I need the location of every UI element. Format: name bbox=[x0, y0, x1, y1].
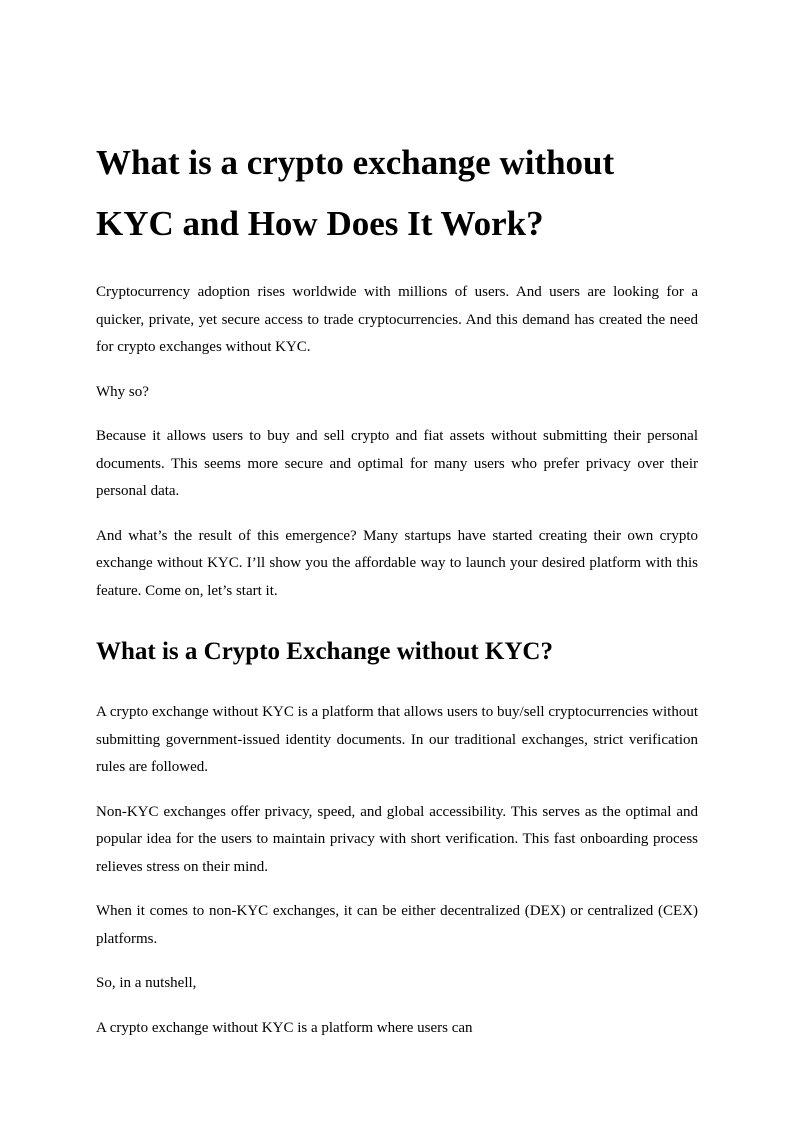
section-paragraph-4: So, in a nutshell, bbox=[96, 975, 197, 991]
section-header bbox=[96, 635, 698, 669]
intro-paragraph-3: Because it allows users to buy and sell crypto and fiat assets without submitting their personal documents. This seems more secure and optimal for many users who prefer privacy over their personal data. bbox=[96, 428, 698, 499]
section-paragraph-3: When it comes to non-KYC exchanges, it can be either decentralized (DEX) or centralized (CEX) platforms. bbox=[96, 903, 698, 947]
section-heading: What is a Crypto Exchange without KYC? bbox=[96, 638, 553, 665]
intro-paragraph-2: Why so? bbox=[96, 383, 149, 400]
section-paragraph-1: A crypto exchange without KYC is a platform that allows users to buy/sell cryptocurrencies without submitting government-issued identity documents. In our traditional exchanges, strict verification rules are followed. bbox=[96, 704, 698, 775]
document-page bbox=[96, 132, 698, 1042]
section-paragraph-5: A crypto exchange without KYC is a platform where users can bbox=[96, 1019, 473, 1036]
section-paragraph-2: Non-KYC exchanges offer privacy, speed, and global accessibility. This serves as the optimal and popular idea for the users to maintain privacy with short verification. This fast onboarding process relieves stress on their mind. bbox=[96, 803, 698, 875]
article-title: What is a crypto exchange without KYC and How Does It Work? bbox=[96, 143, 615, 243]
intro-paragraph-4: And what’s the result of this emergence? Many startups have started creating their own crypto exchange without KYC. I’ll show you the affordable way to launch your desired platform with this feature. Come on, let’s start it. bbox=[96, 527, 698, 599]
intro-paragraph-1: Cryptocurrency adoption rises worldwide with millions of users. And users are looking for a quicker, private, yet secure access to trade cryptocurrencies. And this demand has created the need for crypto exchanges without KYC. bbox=[96, 284, 698, 355]
